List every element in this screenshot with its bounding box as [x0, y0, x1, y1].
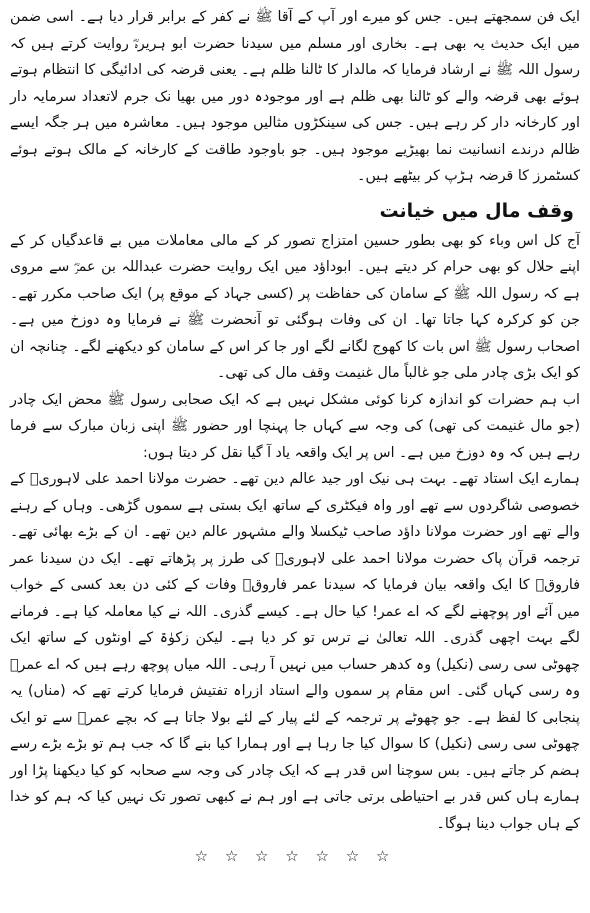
star-divider: ☆ ☆ ☆ ☆ ☆ ☆ ☆ [194, 847, 396, 865]
section-heading-waqf: وقف مال میں خیانت [379, 199, 574, 222]
paragraph-waqf-hadith: آج کل اس وباء کو بھی بطور حسین امتزاج تصور کر کے مالی معاملات میں بے قاعدگیاں کر کے اپنے حلال کو بھی حرام کر دیتے ہیں۔ ابوداؤد میں ایک روایت حضرت عبداللہ بن عمرؓ سے مروی ہے کہ رسول اللہ ﷺ کے سامان کی حفاظت پر (کسی جہاد کے موقع پر) ایک صاحب مکرر تھے۔ جن کو کرکرہ کہا جاتا تھا۔ ان کی وفات ہوگئی تو آنحضرت ﷺ نے فرمایا وہ دوزخ میں ہے۔ اصحاب رسول ﷺ اس بات کا کھوج لگانے لگے اور جا کر اس کے سامان کو دیکھنے لگے۔ چنانچہ ان کو ایک بڑی چادر ملی جو غالباً مال غنیمت وقف مال کی تھی۔ [10, 232, 580, 381]
paragraph-loan-delay: ایک فن سمجھتے ہیں۔ جس کو میرے اور آپ کے آقا ﷺ نے کفر کے برابر قرار دیا ہے۔ اسی ضمن میں ایک حدیث یہ بھی ہے۔ بخاری اور مسلم میں سیدنا حضرت ابو ہریرہؓ روایت کرتے ہیں کہ رسول اللہ ﷺ نے ارشاد فرمایا کہ مالدار کا ٹالنا ظلم ہے۔ یعنی قرضہ کی ادائیگی کا انتظام ہوتے ہوئے بھی قرضہ والے کو ٹالنا بھی ظلم ہے اور موجودہ دور میں بھیا نک جرم لاتعداد سرمایہ دار اور کارخانہ دار کر رہے ہیں۔ جس کی سینکڑوں مثالیں موجود ہیں۔ معاشرہ میں ہر جگہ ایسے ظالم درندے انسانیت نما بھیڑیے موجود ہیں۔ جو باوجود طاقت کے کارخانہ کے مالک ہوتے ہوئے کسٹمرز کا قرضہ ہڑپ کر بیٹھے ہیں۔ [10, 9, 580, 184]
paragraph-teacher-story: ہمارے ایک استاد تھے۔ بہت ہی نیک اور جید عالم دین تھے۔ حضرت مولانا احمد علی لاہوریؒ کے خصوصی شاگردوں سے تھے اور واہ فیکٹری کے ساتھ ایک بستی ہے سموں گڑھی۔ وہاں کے رہنے والے تھے اور حضرت مولانا داؤد صاحب ٹیکسلا والے مشہور عالم دین تھے۔ ان کے بڑے بھائی تھے۔ ترجمہ قرآن پاک حضرت مولانا احمد علی لاہوریؒ کی طرز پر پڑھاتے تھے۔ ایک دن سیدنا عمر فاروقؓ کا ایک واقعہ بیان فرمایا کہ سیدنا عمر فاروقؓ وفات کے کئی دن بعد کسی کے خواب میں آئے اور پوچھنے لگے کہ اے عمر! کیا حال ہے۔ کیسے گذری۔ اللہ نے کیا معاملہ کیا ہے۔ فرمانے لگے بہت اچھی گذری۔ اللہ تعالیٰ نے ترس تو کر دیا ہے۔ لیکن زکوٰۃ کے اونٹوں کے ساتھ ایک چھوٹی سی رسی (نکیل) وہ کدھر حساب میں نہیں آ رہی۔ اللہ میاں پوچھ رہے ہیں کہ اے عمرؓ وہ رسی کہاں گئی۔ اس مقام پر سموں والے استاد ازراہ تفتیش فرمایا کرتے تھے کہ (مناں) یہ پنجابی کا لفظ ہے۔ جو چھوٹے پر ترجمہ کے لئے پیار کے لئے بولا جاتا ہے کہ بچے عمرؓ سے تو ایک چھوٹی سی رسی (نکیل) کا سوال کیا جا رہا ہے اور ہمارا کیا بنے گا کہ جب ہم تو بڑے بڑے رسے ہضم کر جاتے ہیں۔ بس سوچنا اس قدر ہے کہ ایک چادر کی وجہ سے صحابہ کو کیا دیکھنا پڑا اور ہمارے ہاں کس قدر بے احتیاطی برتی جاتی ہے اور ہم نے کبھی تصور تک نہیں کیا کہ ہم کو خدا کے ہاں جواب دینا ہوگا۔ [10, 471, 580, 832]
paragraph-lesson: اب ہم حضرات کو اندازہ کرنا کوئی مشکل نہیں ہے کہ ایک صحابی رسول ﷺ محض ایک چادر (جو مال غنیمت کی تھی) کی وجہ سے کہاں جا پہنچا اور حضور ﷺ اپنی زبان مبارک سے فرما رہے ہیں کہ وہ دوزخ میں ہے۔ اس پر ایک واقعہ یاد آ گیا نقل کر دیتا ہوں: [10, 391, 580, 461]
